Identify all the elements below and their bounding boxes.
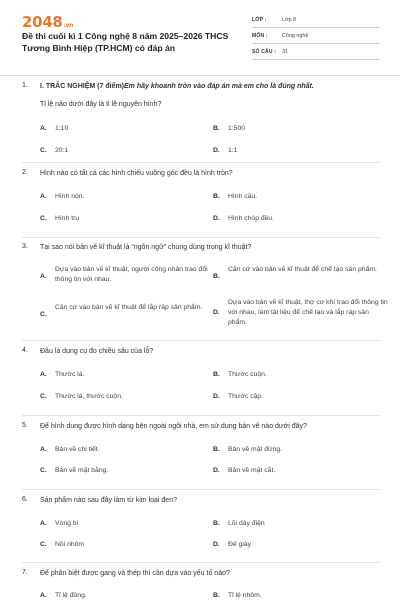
option-text: Bản vẽ mặt cắt. [228,467,276,474]
option-letter: A. [40,125,47,132]
option-text: Thước lá, thước cuộn. [55,393,123,400]
option-text: Dựa vào bản vẽ kĩ thuật, thợ cơ khí trao đổi thông tin với nhau, làm tài liệu để chế tạo và lắp ráp sản phẩm. [228,299,388,326]
question-number: 4. [22,347,28,354]
option-text: Tỉ lệ nhôm. [228,592,262,599]
option-text: Lõi dây điện [228,520,265,527]
option-letter: A. [40,193,47,200]
meta-info-box [252,12,380,60]
option-text: Thước cuộn. [228,371,267,378]
question-number: 7. [22,569,28,576]
question-divider [22,340,380,341]
meta-value: Công nghệ [282,32,309,39]
option-letter: B. [213,371,220,378]
option-letter: D. [213,309,220,316]
option-text: Căn cứ vào bản vẽ kĩ thuật để lắp ráp sản phẩm. [55,304,203,311]
option-text: Bản vẽ chi tiết. [55,446,100,453]
meta-label: MÔN : [252,32,268,39]
meta-label: SỐ CÂU : [252,48,277,55]
option-letter: D. [213,393,220,400]
option-text: 20:1 [55,147,69,154]
site-logo[interactable] [22,13,73,31]
option-letter: D. [213,147,220,154]
logo-sub-text: .vn [63,22,74,29]
question-number: 6. [22,496,28,503]
option-letter: A. [40,446,47,453]
option-letter: B. [213,520,220,527]
option-letter: D. [213,541,220,548]
option-letter: B. [213,592,220,599]
option-text: Bản vẽ mặt bằng. [55,467,109,474]
meta-row-subject [252,28,380,44]
question-text: Sản phẩm nào sau đây làm từ kim loại đen? [40,497,177,504]
meta-value: Lớp 8 [282,16,297,23]
option-letter: A. [40,592,47,599]
question-number: 5. [22,422,28,429]
option-letter: C. [40,467,47,474]
option-text: Dựa vào bản vẽ kĩ thuật, người công nhân trao đổi thông tin với nhau. [55,266,208,283]
option-letter: A. [40,520,47,527]
question-number: 2. [22,169,28,176]
section-heading [40,82,390,92]
question-text: Tại sao nói bản vẽ kĩ thuật là “ngôn ngữ” chung dùng trong kĩ thuật? [40,244,252,251]
option-text: Thước lá. [55,371,85,378]
meta-label: LỚP : [252,16,267,23]
page-header [0,0,400,76]
option-text: Hình trụ [55,215,80,222]
meta-row-count [252,44,380,60]
option-letter: A. [40,371,47,378]
option-text: Tỉ lệ đồng. [55,592,87,599]
question-divider [22,237,380,238]
section-title: I. TRẮC NGHIỆM (7 điểm) [40,83,125,90]
option-letter: B. [213,273,220,280]
option-text: Hình nón. [55,193,85,200]
question-text: Đâu là dụng cụ đo chiều sâu của lỗ? [40,348,154,355]
option-text: Hình cầu. [228,193,258,200]
question-number: 1. [22,82,28,89]
option-letter: D. [213,215,220,222]
option-letter: B. [213,125,220,132]
section-instruction: Em hãy khoanh tròn vào đáp án mà em cho là đúng nhất. [124,83,314,90]
option-letter: C. [40,393,47,400]
option-text: Đế giày [228,541,252,548]
question-text: Tỉ lệ nào dưới đây là tỉ lệ nguyên hình? [40,101,162,108]
question-divider [22,415,380,416]
question-number: 3. [22,243,28,250]
question-text: Hình nào có tất cả các hình chiếu vuông góc đều là hình tròn? [40,170,233,177]
meta-value: 31 [282,48,288,55]
option-text: 1:1 [228,147,238,154]
option-letter: C. [40,215,47,222]
option-letter: B. [213,193,220,200]
question-divider [22,562,380,563]
option-text: Vòng bi [55,520,79,527]
option-text: Căn cứ vào bản vẽ kĩ thuật để chế tạo sản phẩm. [228,266,377,273]
option-text: 1:10 [55,125,69,132]
option-text: Nồi nhôm [55,541,85,548]
header-divider [0,75,400,76]
option-letter: C. [40,311,47,318]
option-text: Hình chóp đều. [228,215,275,222]
question-text: Để phân biệt được gang và thép thì cần dựa vào yếu tố nào? [40,570,230,577]
option-letter: C. [40,147,47,154]
option-letter: D. [213,467,220,474]
logo-main-text: 2048 [22,13,63,31]
option-text: Bản vẽ mặt đứng. [228,446,283,453]
option-letter: C. [40,541,47,548]
meta-row-class [252,12,380,28]
document-title: Đề thi cuối kì 1 Công nghệ 8 năm 2025–2026 THCS Tương Bình Hiệp (TP.HCM) có đáp án [22,31,229,53]
option-text: Thước cặp. [228,393,264,400]
option-letter: B. [213,446,220,453]
option-letter: A. [40,273,47,280]
question-text: Để hình dung được hình dạng bên ngoài ngôi nhà, em sử dụng bản vẽ nào dưới đây? [40,423,307,430]
option-text: 1:500 [228,125,246,132]
question-divider [22,489,380,490]
question-divider [22,162,380,163]
